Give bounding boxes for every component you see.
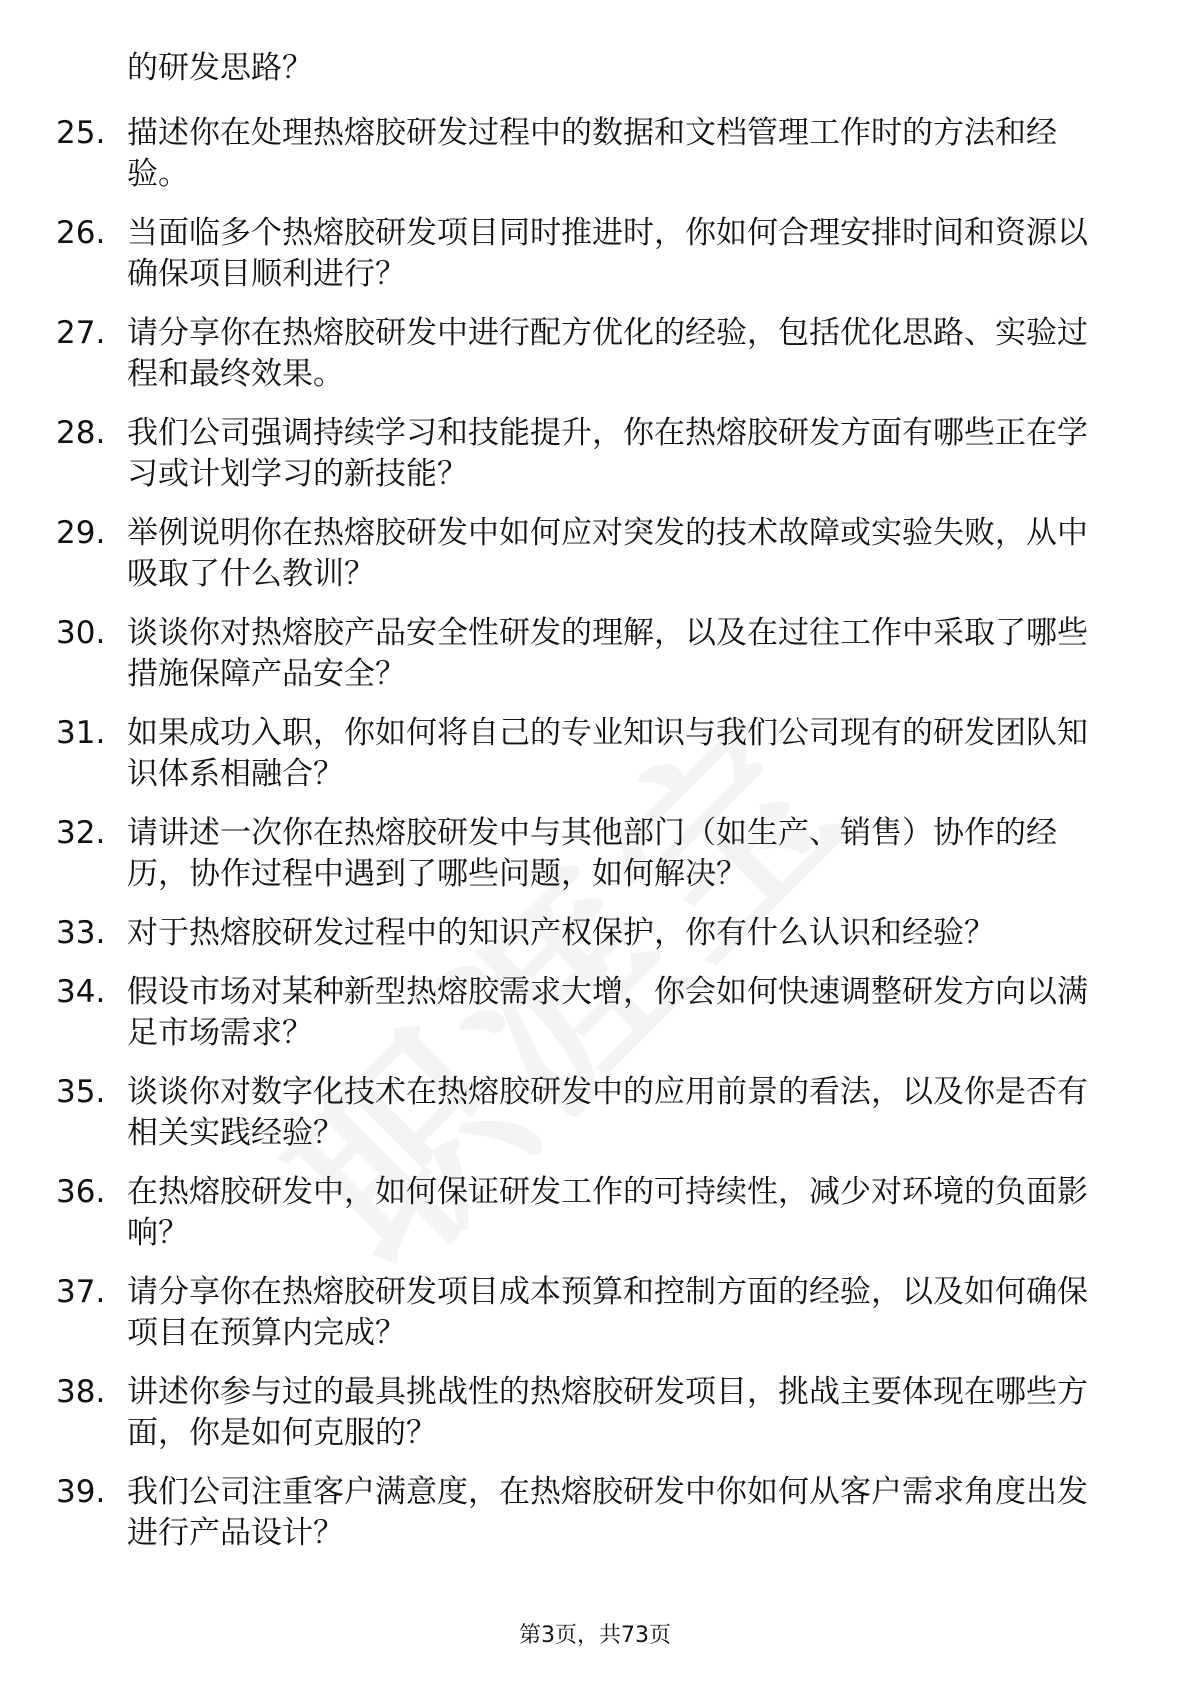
list-item <box>56 972 1116 1054</box>
question-text: 谈谈你对热熔胶产品安全性研发的理解，以及在过往工作中采取了哪些措施保障产品安全？ <box>127 615 1088 692</box>
question-number: 35. <box>56 1074 106 1110</box>
list-item <box>56 1072 1116 1154</box>
list-item <box>56 1172 1116 1254</box>
question-number: 39. <box>56 1474 106 1510</box>
list-item <box>56 713 1116 795</box>
list-item <box>56 313 1116 395</box>
question-number: 30. <box>56 615 106 651</box>
question-text: 我们公司注重客户满意度，在热熔胶研发中你如何从客户需求角度出发进行产品设计？ <box>127 1474 1088 1551</box>
list-item <box>56 213 1116 295</box>
question-number: 26. <box>56 215 106 251</box>
page-footer: 第3页，共73页 <box>519 1623 671 1648</box>
question-text: 描述你在处理热熔胶研发过程中的数据和文档管理工作时的方法和经验。 <box>127 115 1057 192</box>
question-number: 28. <box>56 415 106 451</box>
question-text: 我们公司强调持续学习和技能提升，你在热熔胶研发方面有哪些正在学习或计划学习的新技能？ <box>127 415 1088 492</box>
list-item <box>56 613 1116 695</box>
question-number: 36. <box>56 1174 106 1210</box>
list-item <box>56 1372 1116 1454</box>
question-list <box>56 113 1116 1572</box>
list-item <box>56 1272 1116 1354</box>
continued-question-text: 的研发思路？ <box>127 50 313 86</box>
question-text: 请分享你在热熔胶研发项目成本预算和控制方面的经验，以及如何确保项目在预算内完成？ <box>127 1274 1088 1351</box>
list-item <box>56 913 1116 954</box>
question-number: 25. <box>56 115 106 151</box>
question-text: 对于热熔胶研发过程中的知识产权保护，你有什么认识和经验？ <box>127 915 995 951</box>
list-item <box>56 113 1116 195</box>
question-number: 31. <box>56 715 106 751</box>
question-text: 举例说明你在热熔胶研发中如何应对突发的技术故障或实验失败，从中吸取了什么教训？ <box>127 515 1088 592</box>
list-item <box>56 413 1116 495</box>
question-number: 33. <box>56 915 106 951</box>
question-text: 谈谈你对数字化技术在热熔胶研发中的应用前景的看法，以及你是否有相关实践经验？ <box>127 1074 1088 1151</box>
question-number: 34. <box>56 974 106 1010</box>
question-text: 请分享你在热熔胶研发中进行配方优化的经验，包括优化思路、实验过程和最终效果。 <box>127 315 1088 392</box>
question-text: 假设市场对某种新型热熔胶需求大增，你会如何快速调整研发方向以满足市场需求？ <box>127 974 1088 1051</box>
question-text: 在热熔胶研发中，如何保证研发工作的可持续性，减少对环境的负面影响？ <box>127 1174 1088 1251</box>
list-item <box>56 813 1116 895</box>
question-text: 如果成功入职，你如何将自己的专业知识与我们公司现有的研发团队知识体系相融合？ <box>127 715 1088 792</box>
list-item <box>56 513 1116 595</box>
question-number: 38. <box>56 1374 106 1410</box>
list-item <box>56 1472 1116 1554</box>
question-number: 29. <box>56 515 106 551</box>
question-number: 37. <box>56 1274 106 1310</box>
question-number: 27. <box>56 315 106 351</box>
question-text: 讲述你参与过的最具挑战性的热熔胶研发项目，挑战主要体现在哪些方面，你是如何克服的？ <box>127 1374 1088 1451</box>
question-number: 32. <box>56 815 106 851</box>
question-text: 当面临多个热熔胶研发项目同时推进时，你如何合理安排时间和资源以确保项目顺利进行？ <box>127 215 1088 292</box>
question-text: 请讲述一次你在热熔胶研发中与其他部门（如生产、销售）协作的经历，协作过程中遇到了哪些问题，如何解决？ <box>127 815 1057 892</box>
